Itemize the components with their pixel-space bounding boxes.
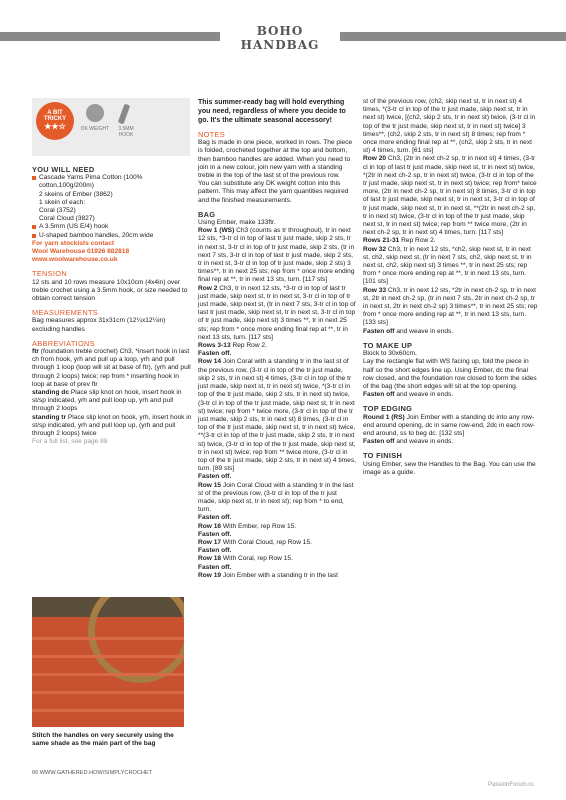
row-15 bbox=[198, 482, 356, 515]
rows-21-31 bbox=[363, 237, 538, 245]
fasten-off: Fasten off bbox=[363, 391, 395, 399]
hook-label: 3.5MM HOOK bbox=[118, 126, 134, 138]
row-text: With Coral Cloud, rep Row 15. bbox=[221, 538, 312, 546]
row-33 bbox=[363, 287, 538, 328]
right-column bbox=[363, 98, 538, 477]
round-1 bbox=[363, 414, 538, 439]
rows-3-13 bbox=[198, 342, 356, 350]
weight-label: DK WEIGHT bbox=[80, 126, 110, 132]
row-32 bbox=[363, 246, 538, 279]
bag-photo bbox=[32, 597, 184, 727]
measurements-title: MEASUREMENTS bbox=[32, 308, 99, 318]
row-text: Join Coral Cloud with a standing tr in the last st of the previous row, (3-tr cl in top of the tr just made, skip next st, tr in next st); rep from * to end, turn. bbox=[198, 481, 354, 514]
intro-text: This summer-ready bag will hold everything you need, regardless of where you decide to go. It's the ultimate seasonal accessory! bbox=[198, 99, 346, 124]
row-text: Join Ember with a standing dc into any row-end around opening, dc in same row-end, 2dc in each row-end around, ss to beg dc. [132 sts] bbox=[363, 413, 535, 437]
stitch-stripe bbox=[32, 709, 184, 712]
row-18 bbox=[198, 555, 356, 563]
abbr-definition: Place slip knot on hook, yrh, insert hook in st/sp indicated, yrh and pull loop up, (yrh and pull through 2 loops) twice bbox=[32, 413, 192, 438]
page-footer: 66 WWW.GATHERED.HOW/SIMPLYCROCHET bbox=[32, 770, 153, 776]
stockists-line: Wool Warehouse 01926 882818 bbox=[32, 248, 130, 256]
row-text: Ch3, tr in next 12 sts, *ch2, skip next st, tr in next st, ch2, skip next st, (tr in next 7 sts, ch2, skip next st, tr in next st, ch2, skip next st) 3 times **, tr in next 25 sts; rep from * once more ending rep at **, tr in next 13 sts, turn. bbox=[363, 245, 532, 278]
fasten-off: Fasten off. bbox=[198, 547, 232, 555]
make-up-text: Lay the rectangle flat with WS facing up, fold the piece in half so the short edges line up. Using Ember, dc the final row closed, and the foundation row closed to form the sides of the bag (the short edges will sit at the top opening. bbox=[363, 358, 537, 390]
bag-title: BAG bbox=[198, 209, 216, 219]
row-2 bbox=[198, 285, 356, 342]
row-label: Row 2 bbox=[198, 284, 218, 292]
row-19-continued: st of the previous row, (ch2, skip next st, tr in next st) 4 times, *(3-tr cl in top of the tr just made, skip next st, tr in next st) twice, [(ch2, skip 2 sts, tr in next st) twice, (3-tr cl in top of the tr just made, skip next st, tr in next st) twice] 3 times**, (ch2, skip 2 sts, tr in next st) 8 times; rep from * once more ending final rep at **, (ch2, skip 2 sts, tr in next st) 4 times, turn. [61 sts] bbox=[363, 98, 536, 155]
stitch-stripe bbox=[32, 673, 184, 676]
left-column bbox=[32, 166, 192, 447]
notes-title: NOTES bbox=[198, 130, 225, 139]
fasten-off: Fasten off. bbox=[198, 473, 232, 481]
row-text: Ch3, (2tr in next ch-2 sp, tr in next st) 4 times, (3-tr cl in top of last tr just made, skip next st, tr in next st) twice, *(2tr in next ch-2 sp, tr in next st) twice, (3-tr cl in top of the tr just made, skip next st, tr in next st) twice; rep from* twice more, (2tr in next ch-2 sp, tr in next st) 8 times, 3-tr cl in top of last tr just made, skip next st, tr in next st, 3-tr cl in top of tr just made, skip next st, tr in next st, **(2tr in next ch-2 sp, tr in next st) twice, (3-tr cl in top of the tr just made, skip next st, tr in next st) twice; rep from ** twice more, (2tr in next ch-2 sp, tr in next st) 4 times, turn. [117 sts] bbox=[363, 155, 537, 237]
row-text: Rep Row 2. bbox=[230, 342, 267, 350]
weave-in: and weave in ends. bbox=[394, 391, 454, 399]
row-label: Row 32 bbox=[363, 245, 387, 253]
make-up-title: TO MAKE UP bbox=[363, 340, 413, 350]
row-text: Join Ember with a standing tr in the last bbox=[221, 571, 339, 579]
bag-using: Using Ember, make 133ftr. bbox=[198, 219, 276, 227]
stitch-stripe bbox=[32, 691, 184, 694]
row-label: Row 19 bbox=[198, 571, 222, 579]
top-edging-title: TOP EDGING bbox=[363, 404, 413, 414]
row-text: Ch3, tr in next 12 sts, *2tr in next ch-2 sp, tr in next st, 2tr in next ch-2 sp, (tr in next 7 sts, 2tr in next ch-2 sp, tr in next st, 2tr in next ch-2 sp) 3 times**, tr in next 25 sts; rep from * once more ending rep at **, tr in next 13 sts, turn. [133 sts] bbox=[363, 286, 538, 327]
row-label: Round 1 (RS) bbox=[363, 413, 405, 421]
material-item: Cascade Yarns Pima Cotton (100% cotton,100g/200m) bbox=[32, 174, 192, 190]
finish-text: Using Ember, sew the Handles to the Bag. You can use the image as a guide. bbox=[363, 460, 536, 476]
fasten-off-weave bbox=[363, 328, 538, 336]
row-label: Row 18 bbox=[198, 555, 222, 563]
fasten-off: Fasten off bbox=[363, 438, 395, 446]
material-subitem: 2 skeins of Ember (3862) bbox=[39, 190, 113, 198]
weave-in: and weave in ends. bbox=[394, 438, 454, 446]
abbr-term: ftr bbox=[32, 348, 39, 356]
row-label: Rows 3-13 bbox=[198, 342, 231, 350]
material-subitem: Coral (3752) bbox=[39, 207, 76, 215]
stockists-line: For yarn stockists contact bbox=[32, 239, 115, 247]
abbr-definition: (foundation treble crochet) Ch3, *insert hook in last ch from hook, yrh and pull up a loop, yrh and pull through 1 loop (loop will sit at base of ftr), (yrh and pull through 2 loops) twice; rep from * inserting hook in loop at base of prev ftr bbox=[32, 348, 191, 388]
row-text: Join Coral with a standing tr in the last st of the previous row, (3-tr cl in top of the tr just made, skip 2 sts, tr in next st) 4 times, (3-tr cl in top of the tr just made, skip next st, tr in next st) twice, *(3-tr cl in top of the tr just made, skip 2 sts, tr in next st) twice, (3-tr cl in top of the tr just made, skip next st, tr in next st) twice; rep from * twice more, (3-tr cl in top of the tr just made, skip 2 sts, tr in next st) 8 times, (3-tr cl in top of the tr just made, skip next st, tr in next st) twice, **(3-tr cl in top of the tr just made, skip 2 sts, tr in next st) twice, (3-tr cl in top of the tr just made, skip next st, tr in next st) twice; rep from ** twice more, (3-tr cl in top of the tr just made, skip 2 sts, tr in next st) 4 times, turn. [89 sts] bbox=[198, 358, 356, 473]
row-text: With Coral, rep Row 15. bbox=[221, 555, 293, 563]
you-will-need-title: YOU WILL NEED bbox=[32, 165, 95, 174]
difficulty-stars: ★★☆ bbox=[44, 122, 66, 131]
photo-caption: Stitch the handles on very securely using the same shade as the main part of the bag bbox=[32, 732, 174, 748]
header-rule-left bbox=[0, 32, 220, 41]
row-label: Rows 21-31 bbox=[363, 237, 400, 245]
fasten-off: Fasten off. bbox=[198, 514, 232, 522]
row-label: Row 14 bbox=[198, 358, 222, 366]
fasten-off-weave bbox=[363, 438, 538, 446]
abbreviation-standing-dc bbox=[32, 389, 192, 414]
material-subitem: 1 skein of each: bbox=[39, 198, 86, 206]
row-text: Ch3, tr in next 12 sts, *3-tr cl in top of last tr just made, skip next st, tr in next st, 3-tr cl in top of tr just made, skip next st, (tr in next 7 sts, 3-tr cl in top of last tr just made, skip next st, tr in next st, 3-tr cl in top of tr just made, skip next st) 3 times **, tr in next 25 sts; rep from * once more ending final rep at **, tr in next 13 sts, turn. [117 sts] bbox=[198, 284, 356, 341]
abbreviations-title: ABBREVIATIONS bbox=[32, 338, 95, 348]
bamboo-handle bbox=[88, 597, 184, 683]
material-subitem: Coral Cloud (3827) bbox=[39, 215, 95, 223]
abbr-term: standing dc bbox=[32, 389, 69, 397]
difficulty-badge bbox=[36, 102, 74, 140]
fasten-off: Fasten off. bbox=[198, 530, 232, 538]
row-19 bbox=[198, 572, 356, 580]
measurements-text: Bag measures approx 31x31cm (12¼x12¼in) excluding handles bbox=[32, 317, 166, 333]
row-label: Row 33 bbox=[363, 286, 387, 294]
row-1 bbox=[198, 227, 356, 284]
make-up-text: Block to 30x60cm. bbox=[363, 350, 417, 358]
row-14 bbox=[198, 358, 356, 473]
notes-paragraph: Bag is made in one piece, worked in rows. The piece is folded, crocheted together at the top and bottom, then bamboo handles are added. When you need to join in a new colour, join new yarn with a standing treble in the top of the last st of the previous row. bbox=[198, 139, 353, 180]
stockists-link[interactable]: www.woolwarehouse.co.uk bbox=[32, 256, 118, 264]
row-text: With Ember, rep Row 15. bbox=[221, 522, 297, 530]
difficulty-line2: TRICKY bbox=[43, 116, 67, 122]
row-text: Rep Row 2. bbox=[399, 237, 436, 245]
stitch-stripe bbox=[32, 655, 184, 658]
fasten-off: Fasten off bbox=[363, 327, 395, 335]
fasten-off: Fasten off. bbox=[198, 350, 232, 358]
stitch-stripe bbox=[32, 637, 184, 640]
row-17 bbox=[198, 539, 356, 547]
header-rule-right bbox=[340, 32, 566, 41]
yarn-ball-icon bbox=[86, 104, 104, 122]
finish-title: TO FINISH bbox=[363, 451, 403, 461]
row-32-count: [101 sts] bbox=[363, 278, 388, 286]
full-list-link[interactable]: For a full list, see page 88 bbox=[32, 438, 108, 446]
abbr-term: standing tr bbox=[32, 413, 67, 421]
abbreviation-ftr bbox=[32, 348, 192, 389]
notes-paragraph: You can substitute any DK weight cotton into this pattern. This may affect the yarn quantities required and the finished measurements. bbox=[198, 180, 349, 204]
fasten-off-weave bbox=[363, 391, 538, 399]
watermark: PassionForum.ru bbox=[488, 782, 534, 788]
abbr-definition: Place slip knot on hook, insert hook in st/sp indicated, yrh and pull loop up, yrh and pull through 2 loops bbox=[32, 389, 182, 413]
material-item: A 3.5mm (US E/4) hook bbox=[32, 223, 192, 231]
weave-in: and weave in ends. bbox=[394, 327, 454, 335]
middle-column bbox=[198, 98, 356, 580]
fasten-off: Fasten off. bbox=[198, 563, 232, 571]
row-20 bbox=[363, 155, 538, 237]
row-label: Row 20 bbox=[363, 155, 387, 163]
material-item: U-shaped bamboo handles, 20cm wide bbox=[32, 232, 192, 240]
difficulty-line1: A BIT bbox=[47, 110, 63, 116]
tension-title: TENSION bbox=[32, 269, 67, 279]
row-label: Row 17 bbox=[198, 538, 222, 546]
row-text: Ch3 (counts as tr throughout), tr in next 12 sts, *3-tr cl in top of last tr just made, skip 2 sts, tr in next st, 3-tr cl in top of tr just made, skip 2 sts, (tr in next 7 sts, 3-tr cl in top of last tr just made, skip 2 sts, tr in next st, 3-tr cl in top of tr just made, skip 2 sts) 3 times**, tr in next 25 sts; rep from * once more ending final rep at **, tr in next 13 sts, turn. [117 sts] bbox=[198, 227, 355, 284]
row-label: Row 16 bbox=[198, 522, 222, 530]
row-label: Row 1 (WS) bbox=[198, 227, 235, 235]
page-title: BOHO HANDBAG bbox=[240, 24, 320, 52]
row-16 bbox=[198, 523, 356, 531]
tension-text: 12 sts and 10 rows measure 10x10cm (4x4in) over treble crochet using a 3.5mm hook, or size needed to obtain correct tension bbox=[32, 278, 188, 303]
abbreviation-standing-tr bbox=[32, 414, 192, 439]
row-label: Row 15 bbox=[198, 481, 222, 489]
